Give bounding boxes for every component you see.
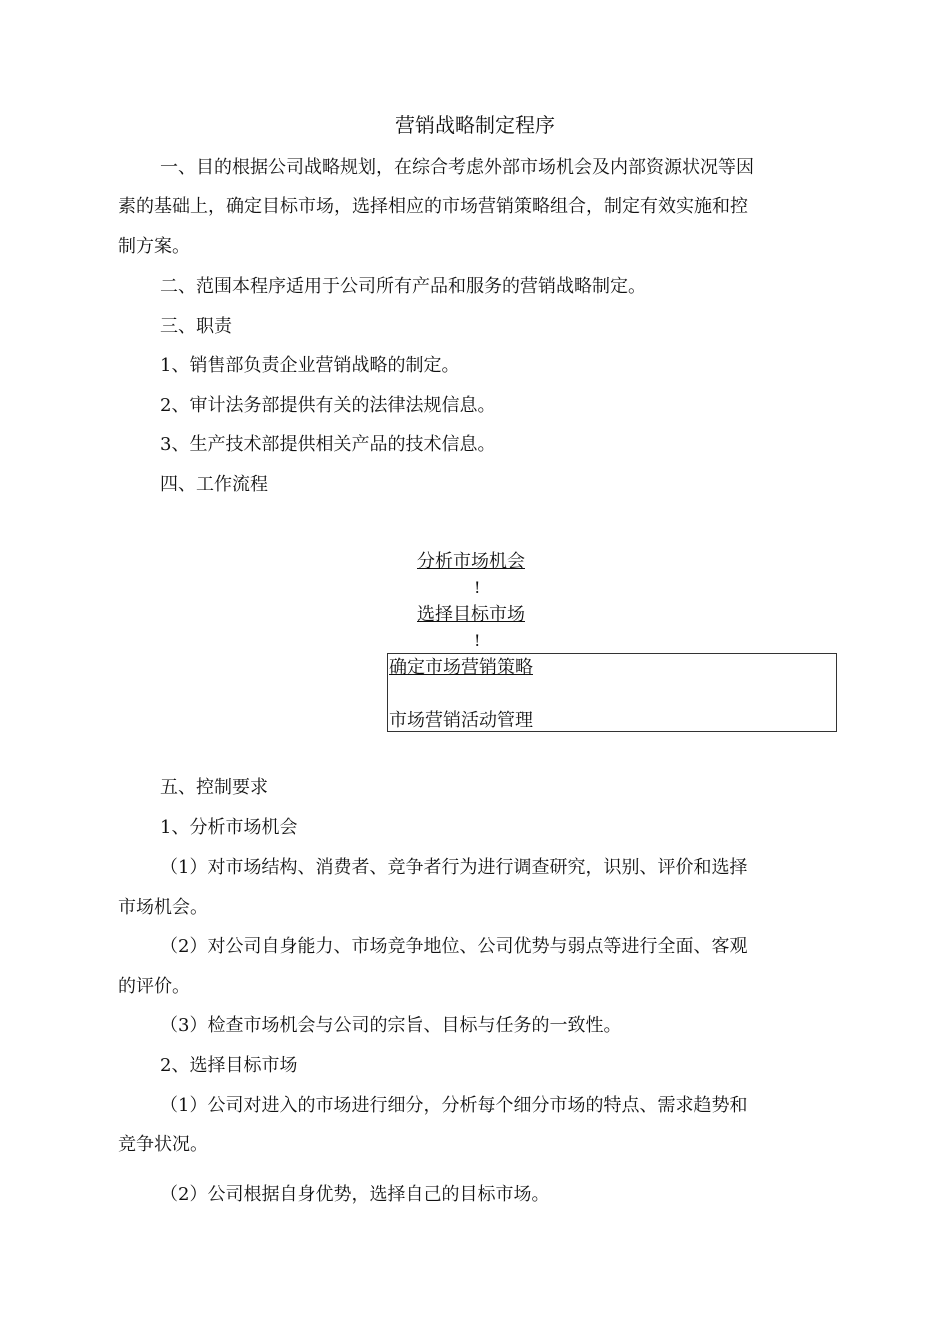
control-1-p1-line-2: 市场机会。 — [118, 897, 208, 918]
flow-step-strategy: 确定市场营销策略 — [389, 657, 533, 678]
control-heading: 五、控制要求 — [160, 777, 268, 798]
control-2-p2: （2）公司根据自身优势，选择自己的目标市场。 — [160, 1184, 550, 1205]
purpose-paragraph-line-1: 一、目的根据公司战略规划，在综合考虑外部市场机会及内部资源状况等因 — [160, 157, 754, 178]
flow-box-connector — [387, 689, 388, 705]
responsibilities-heading: 三、职责 — [160, 316, 232, 337]
control-1-p1-line-1: （1）对市场结构、消费者、竞争者行为进行调查研究，识别、评价和选择 — [160, 857, 748, 878]
page-title: 营销战略制定程序 — [395, 113, 555, 137]
control-1-p2-line-2: 的评价。 — [118, 976, 190, 997]
control-2-p1-line-1: （1）公司对进入的市场进行细分，分析每个细分市场的特点、需求趋势和 — [160, 1095, 748, 1116]
control-item-1: 1、分析市场机会 — [160, 817, 298, 838]
workflow-heading: 四、工作流程 — [160, 474, 268, 495]
purpose-paragraph-line-2: 素的基础上，确定目标市场，选择相应的市场营销策略组合，制定有效实施和控 — [118, 196, 748, 217]
flow-arrow-1: ! — [474, 578, 481, 597]
purpose-paragraph-line-3: 制方案。 — [118, 236, 190, 257]
flow-step-select-target: 选择目标市场 — [417, 604, 525, 625]
responsibility-item-2: 2、审计法务部提供有关的法律法规信息。 — [160, 395, 496, 416]
flow-step-activity-management: 市场营销活动管理 — [389, 710, 533, 731]
control-1-p3: （3）检查市场机会与公司的宗旨、目标与任务的一致性。 — [160, 1015, 622, 1036]
control-item-2: 2、选择目标市场 — [160, 1055, 298, 1076]
responsibility-item-3: 3、生产技术部提供相关产品的技术信息。 — [160, 434, 496, 455]
responsibility-item-1: 1、销售部负责企业营销战略的制定。 — [160, 355, 460, 376]
scope-paragraph: 二、范围本程序适用于公司所有产品和服务的营销战略制定。 — [160, 276, 646, 297]
control-1-p2-line-1: （2）对公司自身能力、市场竞争地位、公司优势与弱点等进行全面、客观 — [160, 936, 748, 957]
flow-arrow-2: ! — [474, 631, 481, 650]
flow-step-analyze-market: 分析市场机会 — [417, 551, 525, 572]
control-2-p1-line-2: 竞争状况。 — [118, 1134, 208, 1155]
